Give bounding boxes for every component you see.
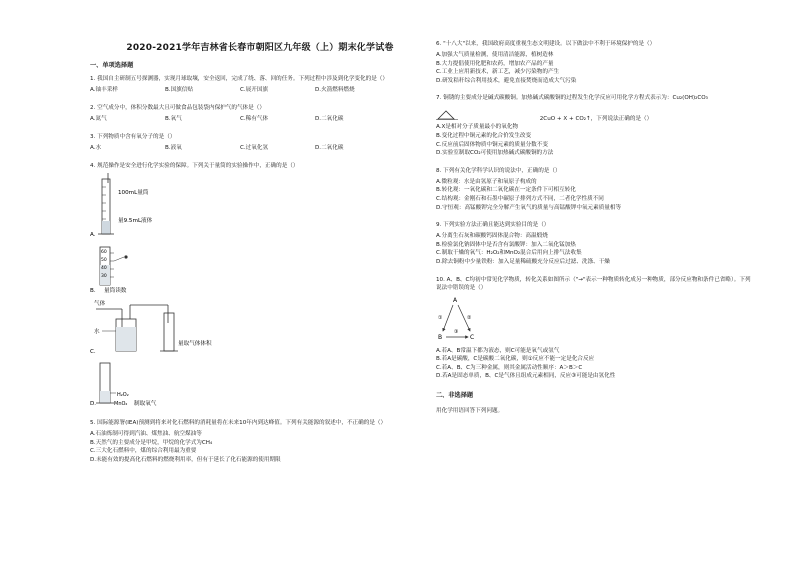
- figure-c-label-gas: 气体: [94, 301, 106, 307]
- node-a: A: [453, 296, 458, 304]
- option-c[interactable]: C.工业上应用新技术，新工艺，减少污染物的产生: [436, 69, 560, 76]
- option-c[interactable]: C.稀有气体: [240, 116, 269, 122]
- node-c: C: [470, 333, 475, 341]
- question-10: [436, 276, 756, 381]
- figure-b-option[interactable]: B.: [90, 288, 96, 294]
- transformation-diagram: [436, 295, 516, 343]
- option-d[interactable]: D.若A是固态单质，B、C是气体且组成元素相同，反应③可能是由氢化性: [436, 373, 616, 380]
- option-a[interactable]: A.若A、B常温下都为液态，则C可能是氧气或氢气: [436, 347, 560, 354]
- option-d[interactable]: D.守恒观：高锰酸钾完全分解产生氧气的质量与高锰酸钾中氧元素质量相等: [436, 204, 622, 211]
- figure-d-option[interactable]: D.: [90, 401, 97, 407]
- node-b: B: [438, 333, 443, 341]
- figure-b-label: 量筒读数: [104, 288, 127, 294]
- option-a[interactable]: A.水: [90, 145, 102, 151]
- option-b[interactable]: B.国旗信贴: [165, 87, 193, 93]
- option-b[interactable]: B.若A是碳酸，C是碳酸二氧化碳，则①反应不能一定是化合反应: [436, 356, 595, 363]
- option-b[interactable]: B.变化过程中铜元素的化合价发生改变: [436, 132, 532, 139]
- question-stem: 10. A、B、C均初中常见化学物质，转化关系如图所示（"→"表示一种物质转化成另一种物质，部分反应物和条件已省略）。下列说法中错误的是（）: [436, 276, 751, 291]
- right-column: [436, 40, 756, 418]
- question-2: [90, 104, 390, 123]
- option-d[interactable]: D.除去铜粉中少量铁粉：加入足量稀硫酸充分反应后过滤、洗涤、干燥: [436, 258, 610, 265]
- option-c[interactable]: C.若A、B、C为三种金属，则其金属活动性顺序：A＞B＞C: [436, 364, 583, 371]
- question-stem: 1. 我国自主研制五号探测器，实现月球取壤，安全返回，完成了绕、落、回的任务。下列过程中涉及到化学变化的是（）: [90, 76, 388, 82]
- option-b[interactable]: B.大力提倡使用化肥和农药，增加农产品的产量: [436, 60, 554, 67]
- option-d[interactable]: D.实验室制取CO₂可使用加热碱式碳酸铜的方法: [436, 150, 554, 157]
- option-a[interactable]: A.微粒观：水是由氢原子和氧原子构成的: [436, 178, 537, 185]
- option-a[interactable]: A.铀丰采样: [90, 87, 118, 93]
- figure-a-label-1: 100mL量筒: [118, 190, 149, 196]
- eye-icon: [124, 255, 127, 258]
- figure-c-apparatus: [96, 305, 178, 351]
- option-c[interactable]: C.反应前后固体物质中铜元素的质量分数不变: [436, 141, 548, 148]
- option-c[interactable]: C.三大化石燃料中，煤的综合利用最为重要: [90, 448, 197, 455]
- options-row: [90, 115, 390, 123]
- question-5: [90, 419, 390, 464]
- option-a[interactable]: A.氮气: [90, 116, 107, 122]
- question-stem: 9. 下列实验方法正确且能达到实验目的是（）: [436, 222, 550, 229]
- left-column: [90, 58, 390, 473]
- figure-a-cylinder: [98, 173, 114, 234]
- option-d[interactable]: D.火箭燃料燃烧: [315, 87, 355, 93]
- heat-symbol: [436, 105, 756, 115]
- arrow-label-1: ①: [438, 314, 443, 321]
- question-stem: 5. 国际能源署(IEA)预测到将来对化石燃料的消耗量将在未来10年内到达峰值。下列有关能源的叙述中，不正确的是（）: [90, 420, 387, 426]
- page-title: 2020-2021学年吉林省长春市朝阳区九年级（上）期末化学试卷: [126, 43, 394, 53]
- figure-d-label-h2o2: H₂O₂: [117, 392, 129, 398]
- question-stem: 7. 铜锈的主要成分是碱式碳酸铜。加热碱式碳酸铜的过程发生化学反应可用化学方程式表示为：Cu₂(OH)₂CO₃: [436, 95, 708, 102]
- option-a[interactable]: A.X是相对分子质量最小的氧化物: [436, 124, 519, 131]
- figure-a-label-2: 量9.5mL液体: [118, 218, 153, 224]
- figure-d-label: 制取氧气: [134, 401, 157, 407]
- figure-c-option[interactable]: C.: [90, 349, 96, 355]
- option-c[interactable]: C.制取干燥的氧气：H₂O₂和MnO₂混合后用向上排气法收集: [436, 250, 582, 257]
- options-row: [90, 144, 390, 152]
- options-row: [90, 86, 390, 94]
- figure-c-label: 量取气体体积: [178, 341, 212, 347]
- option-b[interactable]: B.液氧: [165, 145, 182, 151]
- option-d[interactable]: D.未能有效的提高化石燃料的燃烧利用率，但有于延长了化石能源的使用期限: [90, 456, 281, 463]
- option-a[interactable]: A.加强大气质量检测，使用清洁能源，植树造林: [436, 52, 554, 58]
- figure-b-tick-50: 50: [101, 258, 107, 263]
- arrow-label-2: ②: [467, 314, 472, 321]
- option-d[interactable]: D.二氧化碳: [315, 145, 344, 151]
- triangle-heat-icon: [436, 110, 460, 120]
- option-c[interactable]: C.过氧化氢: [240, 145, 269, 151]
- question-3: [90, 133, 390, 152]
- question-stem: 3. 下列物质中含有氧分子的是（）: [90, 134, 176, 140]
- figure-c-label-water: 水: [94, 329, 100, 335]
- option-d[interactable]: D.二氧化碳: [315, 116, 344, 122]
- option-a[interactable]: A.分离生石灰和碳酸钙固体混合物：高温煅烧: [436, 233, 548, 240]
- question-stem: 2. 空气成分中，体积分数最大且可做食品包装袋内保护气的气体是（）: [90, 105, 265, 111]
- option-b[interactable]: B.氧气: [165, 116, 182, 122]
- question-stem: 6. "十八大"以来，我国政府高度重视生态文明建设。以下做法中不利于环境保护的是（）: [436, 41, 656, 47]
- figure-b-tick-40: 40: [101, 266, 107, 271]
- figure-b-tick-30: 30: [101, 274, 107, 279]
- question-4: [90, 162, 390, 412]
- question-11-stem: 用化学用语回答下列问题。: [436, 407, 504, 414]
- question-7: [436, 94, 756, 157]
- arrow-a-to-b: [443, 305, 453, 331]
- question-6: [436, 40, 756, 85]
- equation: 2CuO + X + CO₂↑，下列说法正确的是（）: [539, 116, 653, 123]
- option-b[interactable]: B.检验氯化钠固体中是否含有氯酸钾：加入二氧化锰加热: [436, 241, 576, 248]
- question-stem: 4. 规范操作是安全进行化学实验的保障。下列关于量筒的实验操作中，正确的是（）: [90, 163, 299, 169]
- option-c[interactable]: C.展开国旗: [240, 87, 269, 93]
- figure-d-label-mno2: MnO₂: [114, 401, 128, 407]
- question-4-figures: [90, 173, 390, 408]
- arrow-label-3: ③: [454, 328, 459, 335]
- section-heading-nonchoice: 二、非选择题: [436, 391, 474, 399]
- section-heading-choice: 一、单项选择题: [90, 62, 134, 69]
- figure-d-cylinder: [96, 363, 116, 403]
- question-stem: 8. 下列有关化学科学认识的说法中，正确的是（）: [436, 167, 561, 174]
- option-d[interactable]: D.研发秸秆综合利用技术，避免直接焚烧而造成大气污染: [436, 77, 577, 84]
- option-a[interactable]: A.石油炼制可得到汽油、煤焦油、航空煤油等: [90, 431, 202, 437]
- figure-b-tick-60: 60: [101, 250, 107, 255]
- option-c[interactable]: C.结构观：金刚石和石墨中碳原子排列方式不同，二者化学性质不同: [436, 195, 604, 202]
- option-b[interactable]: B.天然气的主要成分是甲烷，甲烷的化学式为CH₄: [90, 439, 213, 446]
- option-b[interactable]: B.转化观：一氧化碳和二氧化碳在一定条件下可相互转化: [436, 187, 576, 194]
- question-9: [436, 221, 756, 266]
- question-8: [436, 167, 756, 212]
- figure-a-option[interactable]: A.: [90, 232, 96, 238]
- question-1: [90, 75, 390, 94]
